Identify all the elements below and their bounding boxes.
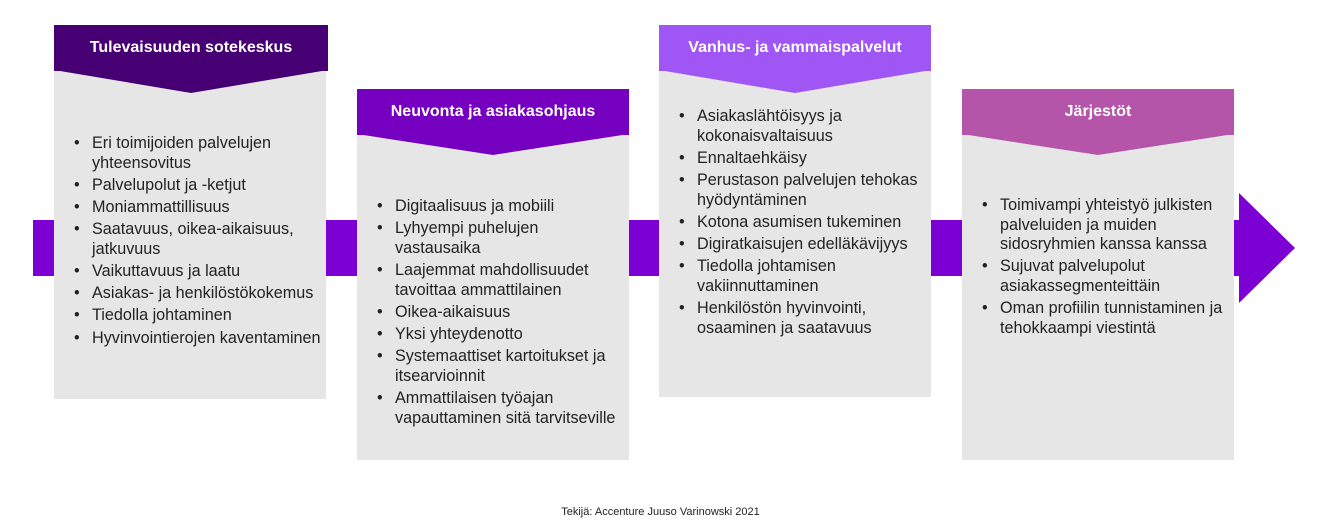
banner-vanhus-ja-vammaispalvelut bbox=[659, 25, 931, 71]
list-item: • Systemaattiset kartoitukset ja itsearvioinnit bbox=[377, 347, 627, 386]
list-item: • Yksi yhteydenotto bbox=[377, 325, 627, 345]
list-item: • Laajemmat mahdollisuudet tavoittaa ammattilainen bbox=[377, 261, 627, 300]
list-item: • Eri toimijoiden palvelujen yhteensovitus bbox=[74, 134, 322, 173]
banner-title: Tulevaisuuden sotekeskus bbox=[89, 39, 293, 56]
banner-tulevaisuuden-sotekeskus bbox=[54, 25, 328, 71]
item-list bbox=[377, 197, 627, 431]
list-item: • Palvelupolut ja -ketjut bbox=[74, 176, 322, 196]
list-item: • Saatavuus, oikea-aikaisuus, jatkuvuus bbox=[74, 220, 322, 259]
list-item: • Tiedolla johtamisen vakiinnuttaminen bbox=[679, 257, 929, 296]
banner-title: Vanhus- ja vammaispalvelut bbox=[688, 39, 902, 56]
list-item: • Digiratkaisujen edelläkävijyys bbox=[679, 235, 929, 255]
list-item: • Oman profiilin tunnistaminen ja tehokkaampi viestintä bbox=[982, 299, 1232, 338]
list-item: • Kotona asumisen tukeminen bbox=[679, 213, 929, 233]
banner-jarjestot bbox=[962, 89, 1234, 135]
list-item: • Vaikuttavuus ja laatu bbox=[74, 262, 322, 282]
banner-title: Neuvonta ja asiakasohjaus bbox=[390, 103, 596, 120]
list-item: • Sujuvat palvelupolut asiakassegmenteittäin bbox=[982, 257, 1232, 296]
banner-notch bbox=[962, 134, 1234, 155]
list-item: • Lyhyempi puhelujen vastausaika bbox=[377, 219, 627, 258]
banner-notch bbox=[659, 70, 931, 93]
list-item: • Moniammattillisuus bbox=[74, 198, 322, 218]
list-item: • Henkilöstön hyvinvointi, osaaminen ja saatavuus bbox=[679, 299, 929, 338]
list-item: • Asiakaslähtöisyys ja kokonaisvaltaisuus bbox=[679, 107, 929, 146]
footer-credit: Tekijä: Accenture Juuso Varinowski 2021 bbox=[561, 506, 760, 518]
list-item: • Tiedolla johtaminen bbox=[74, 306, 322, 326]
item-list bbox=[679, 107, 929, 341]
list-item: • Ammattilaisen työajan vapauttaminen sitä tarvitseville bbox=[377, 389, 627, 428]
banner-notch bbox=[54, 70, 328, 93]
list-item: • Digitaalisuus ja mobiili bbox=[377, 197, 627, 217]
list-item: • Hyvinvointierojen kaventaminen bbox=[74, 329, 322, 349]
list-item: • Perustason palvelujen tehokas hyödyntäminen bbox=[679, 171, 929, 210]
list-item: • Toimivampi yhteistyö julkisten palveluiden ja muiden sidosryhmien kanssa kanssa bbox=[982, 196, 1232, 255]
list-item: • Ennaltaehkäisy bbox=[679, 149, 929, 169]
timeline-arrow-head bbox=[1239, 193, 1295, 303]
item-list bbox=[74, 134, 322, 351]
banner-title: Järjestöt bbox=[1064, 103, 1132, 120]
list-item: • Oikea-aikaisuus bbox=[377, 303, 627, 323]
banner-notch bbox=[357, 134, 629, 155]
item-list bbox=[982, 196, 1232, 341]
banner-neuvonta-ja-asiakasohjaus bbox=[357, 89, 629, 135]
list-item: • Asiakas- ja henkilöstökokemus bbox=[74, 284, 322, 304]
